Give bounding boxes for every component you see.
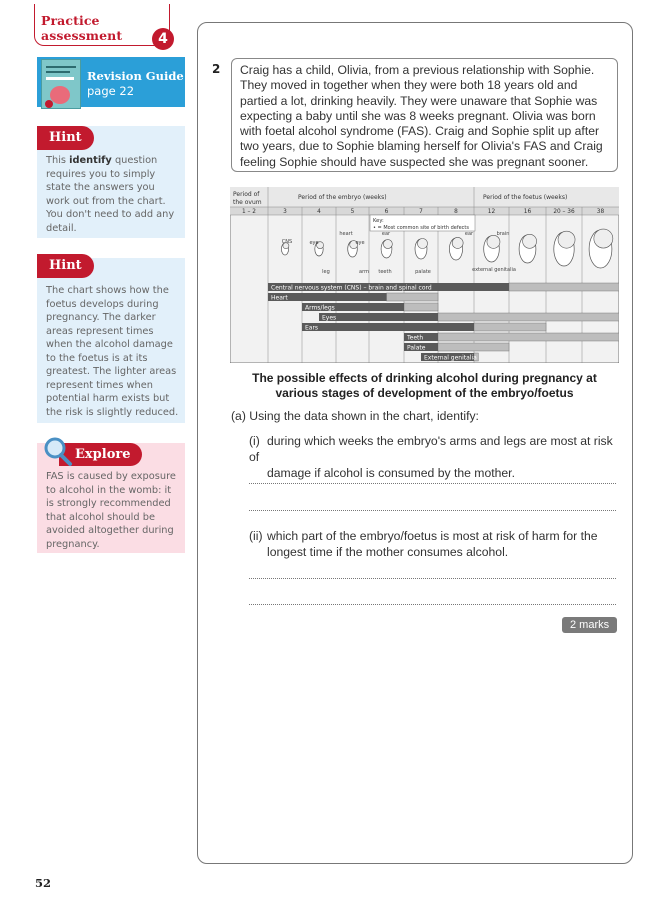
chart-bar-label: Palate <box>407 344 426 352</box>
chart-week-label: 38 <box>596 209 605 215</box>
question-part-i: (i) during which weeks the embryo's arms and legs are most at risk of damage if alcohol is consumed by the mother. <box>249 434 613 480</box>
chart-week-label: 5 <box>350 209 355 215</box>
hint-box-2 <box>37 258 185 423</box>
chart-week-label: 20 – 36 <box>553 209 575 215</box>
hint-box-1 <box>37 126 185 238</box>
chart-bar-row <box>268 283 619 291</box>
chart-bar-light <box>404 303 438 311</box>
chart-week-label: 3 <box>283 209 287 215</box>
marks-badge: 2 marks <box>562 617 617 633</box>
explore-box <box>37 443 185 553</box>
chart-site-label: arm <box>359 269 369 275</box>
page-number: 52 <box>35 876 52 890</box>
chart-bar-label: Arms/legs <box>305 304 335 312</box>
section-title: Practice assessment <box>41 13 123 43</box>
answer-line[interactable] <box>249 483 616 484</box>
chart-bar-label: Heart <box>271 294 288 302</box>
chart-bar-row <box>404 333 619 341</box>
chart-bar-light <box>438 343 509 351</box>
embryo-illustration <box>415 239 428 260</box>
chart-caption-line2: various stages of development of the embryo/foetus <box>275 386 574 400</box>
question-number: 2 <box>212 62 221 76</box>
question-part-ii: (ii) which part of the embryo/foetus is most at risk of harm for the longest time if the mother consumes alcohol. <box>249 529 598 559</box>
chart-bar-light <box>509 283 619 291</box>
chart-bar-row <box>268 293 438 301</box>
chart-bar-dark <box>302 323 474 331</box>
chart-caption <box>230 371 619 401</box>
chart-bar-row <box>302 303 438 311</box>
chart-site-label: ear <box>464 231 474 237</box>
chart-caption-line1: The possible effects of drinking alcohol during pregnancy at <box>252 371 597 385</box>
question-stem: Craig has a child, Olivia, from a previous relationship with Sophie. They moved in together when they were both 18 years old and partied a lot, drinking heavily. They were unaware that Sophie was expecting a baby until she was 8 weeks pregnant. Olivia was born with foetal alcohol syndrome (FAS). Craig and Sophie split up after two years, due to Sophie blaming herself for Olivia's FAS and Craig feeling Sophie should have suspected she was pregnant sooner. <box>231 58 618 172</box>
chart-bar-label: External genitalia <box>424 354 477 362</box>
alcohol-effects-chart <box>230 187 619 363</box>
chart-site-label: eye <box>355 240 365 246</box>
chart-week-label: 7 <box>419 209 423 215</box>
hint-keyword: identify <box>69 155 112 166</box>
chart-bar-row <box>319 313 619 321</box>
hint-text: This identify question requires you to simply state the answers you work out from the chart. You don't need to add any detail. <box>46 155 175 234</box>
chart-site-label: leg <box>322 269 330 275</box>
chart-week-label: 1 – 2 <box>242 209 256 215</box>
question-part-a: (a) Using the data shown in the chart, identify: <box>231 409 479 423</box>
embryo-header: Period of the embryo (weeks) <box>298 194 387 201</box>
chart-bar-row <box>404 343 509 351</box>
chart-bar-row <box>302 323 546 331</box>
embryo-illustration <box>381 240 392 258</box>
chart-bar-light <box>474 323 546 331</box>
foetus-header: Period of the foetus (weeks) <box>483 194 568 201</box>
answer-line[interactable] <box>249 510 616 511</box>
section-number-badge: 4 <box>152 28 174 50</box>
chart-site-label: external genitalia <box>472 267 516 273</box>
chart-bar-label: Eyes <box>322 314 337 322</box>
chart-bar-dark <box>319 313 438 321</box>
explore-text: FAS is caused by exposure to alcohol in the womb: it is strongly recommended that alcohol should be avoided altogether during pregnancy. <box>46 471 176 550</box>
revision-guide-page: page 22 <box>87 84 135 98</box>
chart-bar-light <box>438 313 619 321</box>
embryo-illustration <box>484 235 500 262</box>
chart-week-label: 8 <box>454 209 458 215</box>
chart-site-label: brain <box>496 231 510 237</box>
chart-bar-label: Ears <box>305 324 319 332</box>
embryo-illustration <box>449 237 463 260</box>
section-header-tab <box>34 4 170 46</box>
revision-guide-title: Revision Guide <box>87 69 184 83</box>
chart-bar-row <box>421 353 478 361</box>
magnifying-glass-icon <box>41 435 73 467</box>
chart-week-label: 16 <box>523 209 532 215</box>
ovum-header-line2: the ovum <box>233 199 262 206</box>
chart-bar-light <box>387 293 439 301</box>
answer-line[interactable] <box>249 578 616 579</box>
hint-label: Hint <box>37 126 94 150</box>
ovum-header-line1: Period of <box>233 191 260 198</box>
chart-week-label: 6 <box>384 209 389 215</box>
chart-site-label: heart <box>339 231 353 237</box>
chart-site-label: teeth <box>378 269 392 275</box>
chart-bar-label: Teeth <box>407 334 424 342</box>
chart-key-text: • = Most common site of birth defects <box>373 225 469 231</box>
hint-text: The chart shows how the foetus develops during pregnancy. The darker areas represent times when the alcohol damage to the foetus is at its greatest. The lighter areas represent times when potential harm exists but the risk is slightly reduced. <box>46 285 179 418</box>
chart-bar-label: Central nervous system (CNS) – brain and spinal cord <box>271 284 432 292</box>
chart-week-label: 4 <box>317 209 321 215</box>
chart-site-label: eye <box>309 240 319 246</box>
chart-site-label: palate <box>415 269 431 275</box>
answer-line[interactable] <box>249 604 616 605</box>
chart-site-label: ear <box>381 231 391 237</box>
revision-guide-book-icon <box>41 59 81 109</box>
chart-bar-light <box>438 333 619 341</box>
chart-site-label: CNS <box>281 239 293 245</box>
explore-label: Explore <box>59 443 142 466</box>
hint-label: Hint <box>37 254 94 278</box>
chart-week-label: 12 <box>487 209 496 215</box>
revision-guide-box <box>37 57 185 107</box>
chart-key-title: Key: <box>373 218 384 224</box>
